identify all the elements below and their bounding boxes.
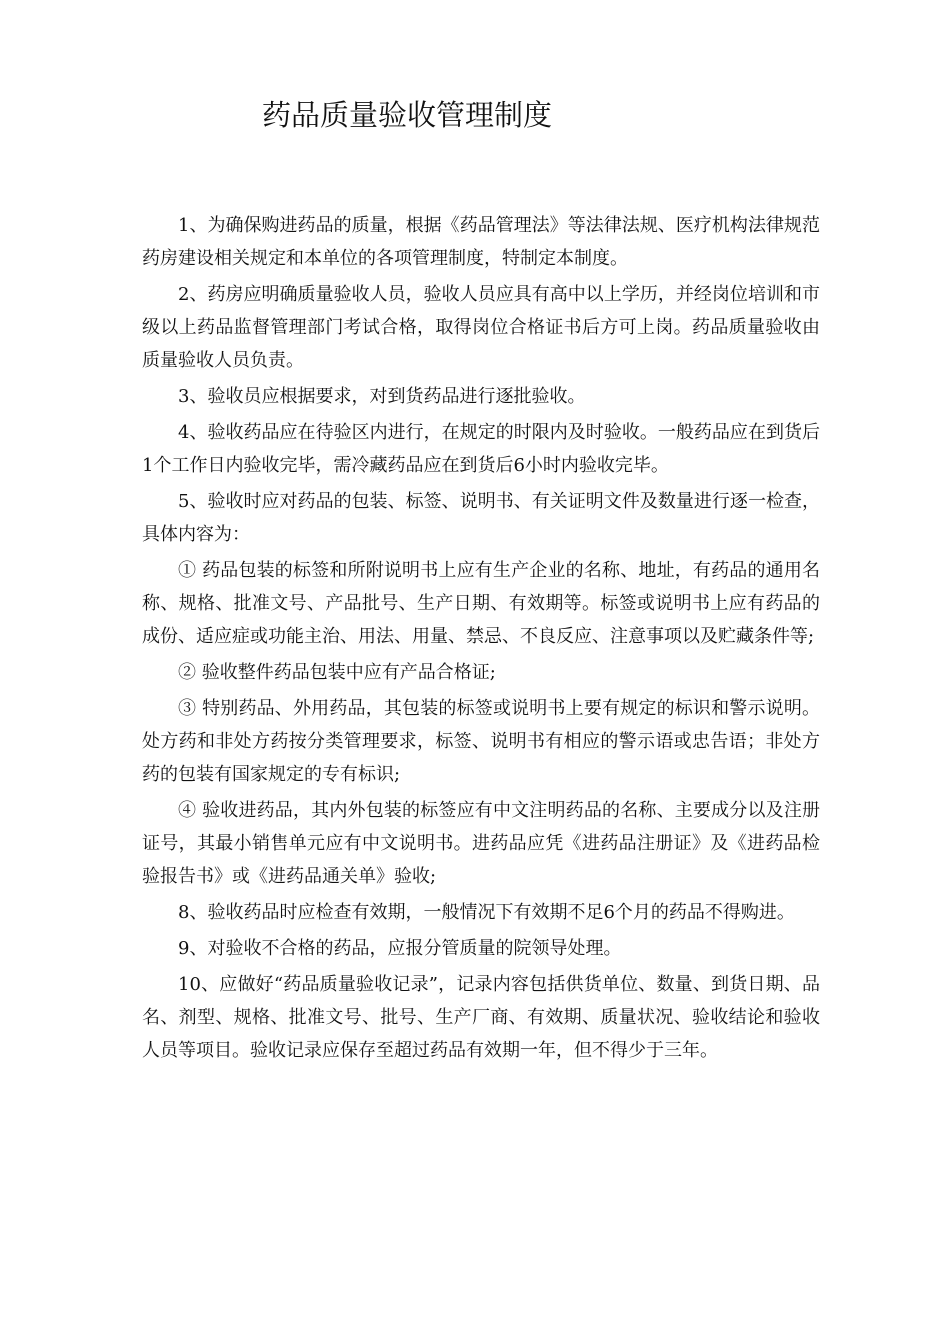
sub-item-1: ① 药品包装的标签和所附说明书上应有生产企业的名称、地址，有药品的通用名称、规格、批准文号、产品批号、生产日期、有效期等。标签或说明书上应有药品的成份、适应症或功能主治、用法、用量、禁忌、不良反应、注意事项以及贮藏条件等; <box>142 560 820 647</box>
paragraph-9: 9、对验收不合格的药品，应报分管质量的院领导处理。 <box>178 938 622 959</box>
sub-item-4: ④ 验收进药品，其内外包装的标签应有中文注明药品的名称、主要成分以及注册证号，其最小销售单元应有中文说明书。进药品应凭《进药品注册证》及《进药品检验报告书》或《进药品通关单》验收; <box>142 800 820 887</box>
paragraph-3: 3、验收员应根据要求，对到货药品进行逐批验收。 <box>178 386 586 407</box>
paragraph-10: 10、应做好“药品质量验收记录”，记录内容包括供货单位、数量、到货日期、品名、剂型、规格、批准文号、批号、生产厂商、有效期、质量状况、验收结论和验收人员等项目。验收记录应保存至超过药品有效期一年，但不得少于三年。 <box>142 974 820 1061</box>
paragraph-8: 8、验收药品时应检查有效期，一般情况下有效期不足6个月的药品不得购进。 <box>178 902 795 923</box>
sub-item-2: ② 验收整件药品包装中应有产品合格证; <box>178 662 496 683</box>
sub-item-3: ③ 特别药品、外用药品，其包装的标签或说明书上要有规定的标识和警示说明。处方药和非处方药按分类管理要求，标签、说明书有相应的警示语或忠告语；非处方药的包装有国家规定的专有标识; <box>142 698 820 785</box>
paragraph-4: 4、验收药品应在待验区内进行，在规定的时限内及时验收。一般药品应在到货后1个工作日内验收完毕，需冷藏药品应在到货后6小时内验收完毕。 <box>142 422 820 476</box>
document-body <box>142 209 820 1070</box>
paragraph-5: 5、验收时应对药品的包装、标签、说明书、有关证明文件及数量进行逐一检查，具体内容为： <box>142 491 820 545</box>
paragraph-2: 2、药房应明确质量验收人员，验收人员应具有高中以上学历，并经岗位培训和市级以上药品监督管理部门考试合格，取得岗位合格证书后方可上岗。药品质量验收由质量验收人员负责。 <box>142 284 820 371</box>
paragraph-1: 1、为确保购进药品的质量，根据《药品管理法》等法律法规、医疗机构法律规范药房建设相关规定和本单位的各项管理制度，特制定本制度。 <box>142 215 820 269</box>
document-title: 药品质量验收管理制度 <box>262 98 553 132</box>
